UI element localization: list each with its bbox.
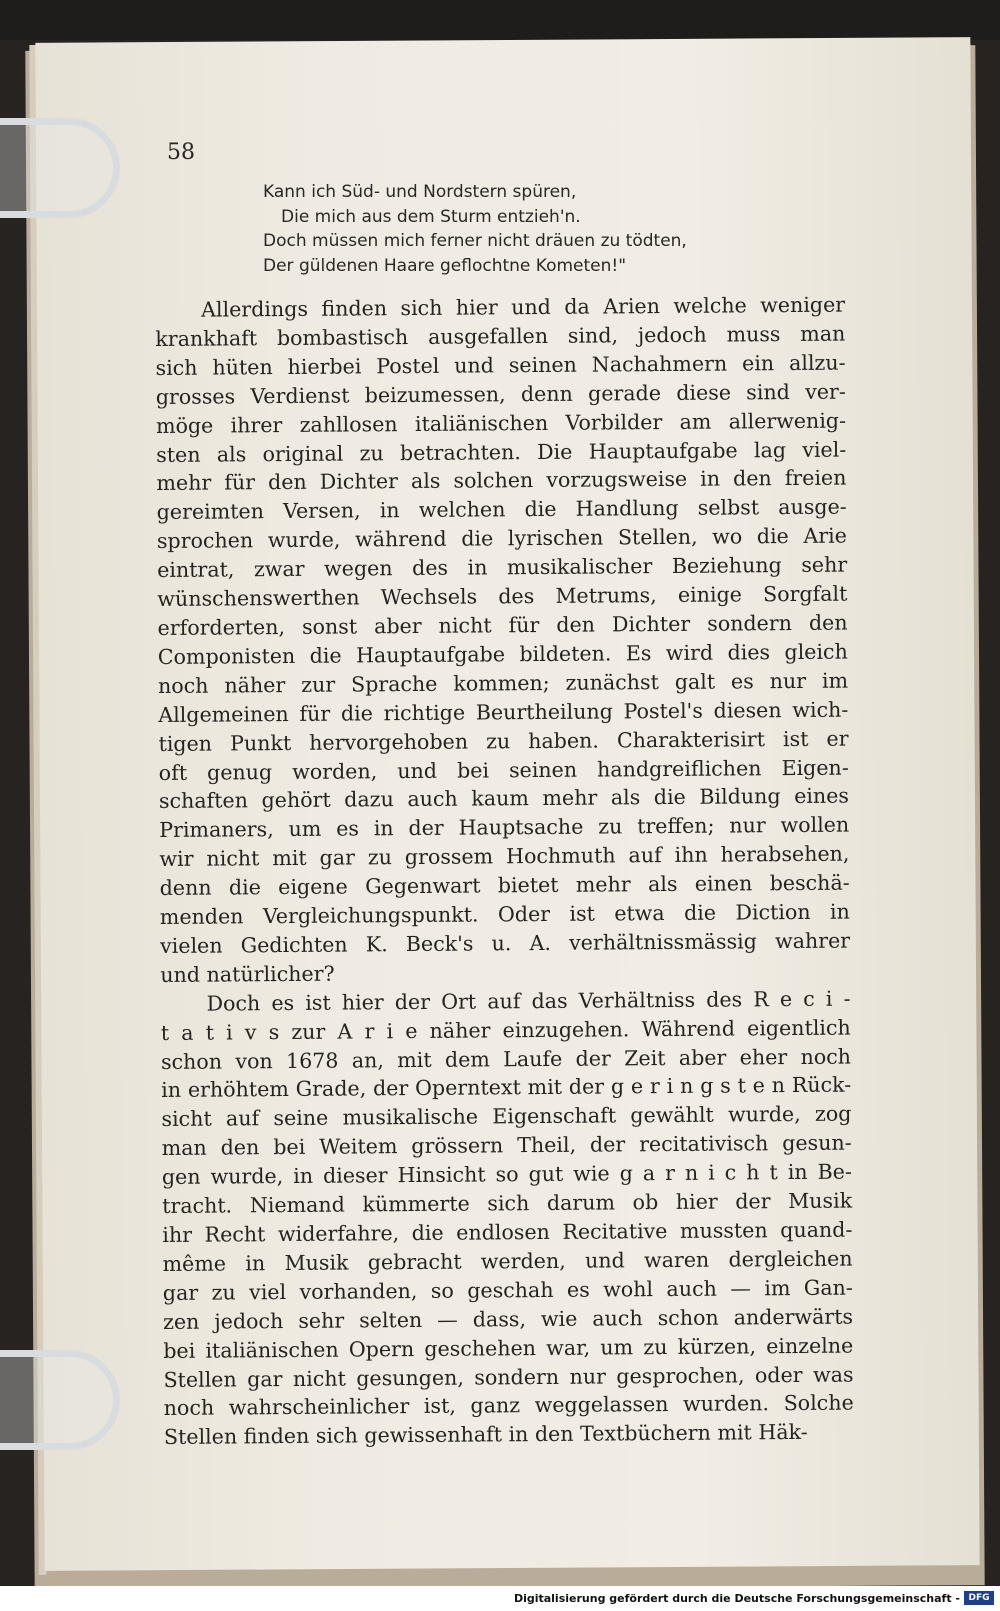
text-line: man den bei Weitem grössern Theil, der recitativisch gesun- xyxy=(161,1130,852,1161)
text-line: in erhöhtem Grade, der Operntext mit der g e r i n g s t e n Rück- xyxy=(161,1073,852,1103)
text-line: sich hüten hierbei Postel und seinen Nachahmern ein allzu- xyxy=(155,350,846,380)
text-line: vielen Gedichten K. Beck's u. A. verhältnissmässig wahrer xyxy=(160,928,851,958)
text-line: noch näher zur Sprache kommen; zunächst galt es nur im xyxy=(157,668,849,698)
text-line: Componisten die Hauptaufgabe bildeten. Es wird dies gleich xyxy=(157,639,848,669)
text-line: Stellen gar nicht gesungen, sondern nur gesprochen, oder was xyxy=(163,1362,854,1392)
text-line: schaften gehört dazu auch kaum mehr als die Bildung eines xyxy=(158,783,850,814)
poem-line: Kann ich Süd- und Nordstern spüren, xyxy=(263,182,577,202)
text-line: wir nicht mit gar zu grossem Hochmuth auf ihn herabsehen, xyxy=(159,841,850,872)
text-line: erforderten, sonst aber nicht für den Dichter sondern den xyxy=(157,610,848,640)
text-line: eintrat, zwar wegen des in musikalischer Beziehung sehr xyxy=(157,552,848,583)
text-line: Stellen finden sich gewissenhaft in den Textbüchern mit Häk- xyxy=(163,1420,808,1450)
text-line: zen jedoch sehr selten — dass, wie auch schon anderwärts xyxy=(162,1304,854,1334)
text-line: t a t i v s zur A r i e näher einzugehen. Während eigentlich xyxy=(160,1015,851,1045)
text-line: möge ihrer zahllosen italiänischen Vorbilder am allerwenig- xyxy=(155,408,847,438)
text-line: sprochen wurde, während die lyrischen Stellen, wo die Arie xyxy=(156,523,847,554)
text-line: grosses Verdienst beizumessen, denn gerade diese sind ver- xyxy=(155,379,846,409)
footer-credit: Digitalisierung gefördert durch die Deutsche Forschungsgemeinschaft - xyxy=(513,1592,960,1605)
poem-quote xyxy=(263,180,783,278)
page-number: 58 xyxy=(167,140,195,165)
poem-line: Doch müssen mich ferner nicht dräuen zu tödten, xyxy=(263,231,687,251)
poem-line: Die mich aus dem Sturm entzieh'n. xyxy=(281,206,581,227)
text-line: gen wurde, in dieser Hinsicht so gut wie g a r n i c h t in Be- xyxy=(161,1159,852,1190)
text-line: même in Musik gebracht werden, und waren dergleichen xyxy=(162,1246,853,1276)
text-line: und natürlicher? xyxy=(160,961,335,987)
text-line: Allerdings finden sich hier und da Arien welche weniger xyxy=(201,292,846,322)
text-line: menden Vergleichungspunkt. Oder ist etwa die Diction in xyxy=(159,899,850,930)
page-clip-top xyxy=(0,118,120,218)
poem-line: Der güldenen Haare geflochtne Kometen!" xyxy=(263,255,627,276)
text-line: Primaners, um es in der Hauptsache zu treffen; nur wollen xyxy=(159,812,850,843)
body-text xyxy=(155,291,854,1453)
text-line: gar zu viel vorhanden, so geschah es wohl auch — im Gan- xyxy=(162,1275,853,1305)
text-line: mehr für den Dichter als solchen vorzugsweise in den freien xyxy=(156,466,847,496)
text-line: krankhaft bombastisch ausgefallen sind, jedoch muss man xyxy=(155,321,846,351)
text-line: schon von 1678 an, mit dem Laufe der Zeit aber eher noch xyxy=(160,1044,852,1074)
text-line: oft genug worden, und bei seinen handgreiflichen Eigen- xyxy=(158,755,849,785)
page-clip-bottom xyxy=(0,1350,120,1450)
text-line: bei italiänischen Opern geschehen war, um zu kürzen, einzelne xyxy=(163,1333,854,1363)
text-line: wünschenswerthen Wechsels des Metrums, einige Sorgfalt xyxy=(157,581,848,612)
text-line: denn die eigene Gegenwart bietet mehr als einen beschä- xyxy=(159,870,850,901)
text-line: sicht auf seine musikalische Eigenschaft gewählt wurde, zog xyxy=(161,1101,852,1132)
text-line: gereimten Versen, in welchen die Handlung selbst ausge- xyxy=(156,494,847,525)
text-line: tracht. Niemand kümmerte sich darum ob hier der Musik xyxy=(162,1188,853,1219)
text-line: Doch es ist hier der Ort auf das Verhältniss des R e c i - xyxy=(206,986,851,1016)
scanner-background xyxy=(0,0,1000,40)
footer-bar xyxy=(0,1586,1000,1611)
text-line: sten als original zu betrachten. Die Hauptaufgabe lag viel- xyxy=(156,437,847,467)
text-line: Allgemeinen für die richtige Beurtheilung Postel's diesen wich- xyxy=(158,697,849,727)
dfg-logo: DFG xyxy=(964,1591,994,1605)
text-line: noch wahrscheinlicher ist, ganz weggelassen wurden. Solche xyxy=(163,1390,854,1421)
text-line: tigen Punkt hervorgehoben zu haben. Charakterisirt ist er xyxy=(158,726,849,756)
text-line: ihr Recht widerfahre, die endlosen Recitative mussten quand- xyxy=(162,1217,853,1247)
